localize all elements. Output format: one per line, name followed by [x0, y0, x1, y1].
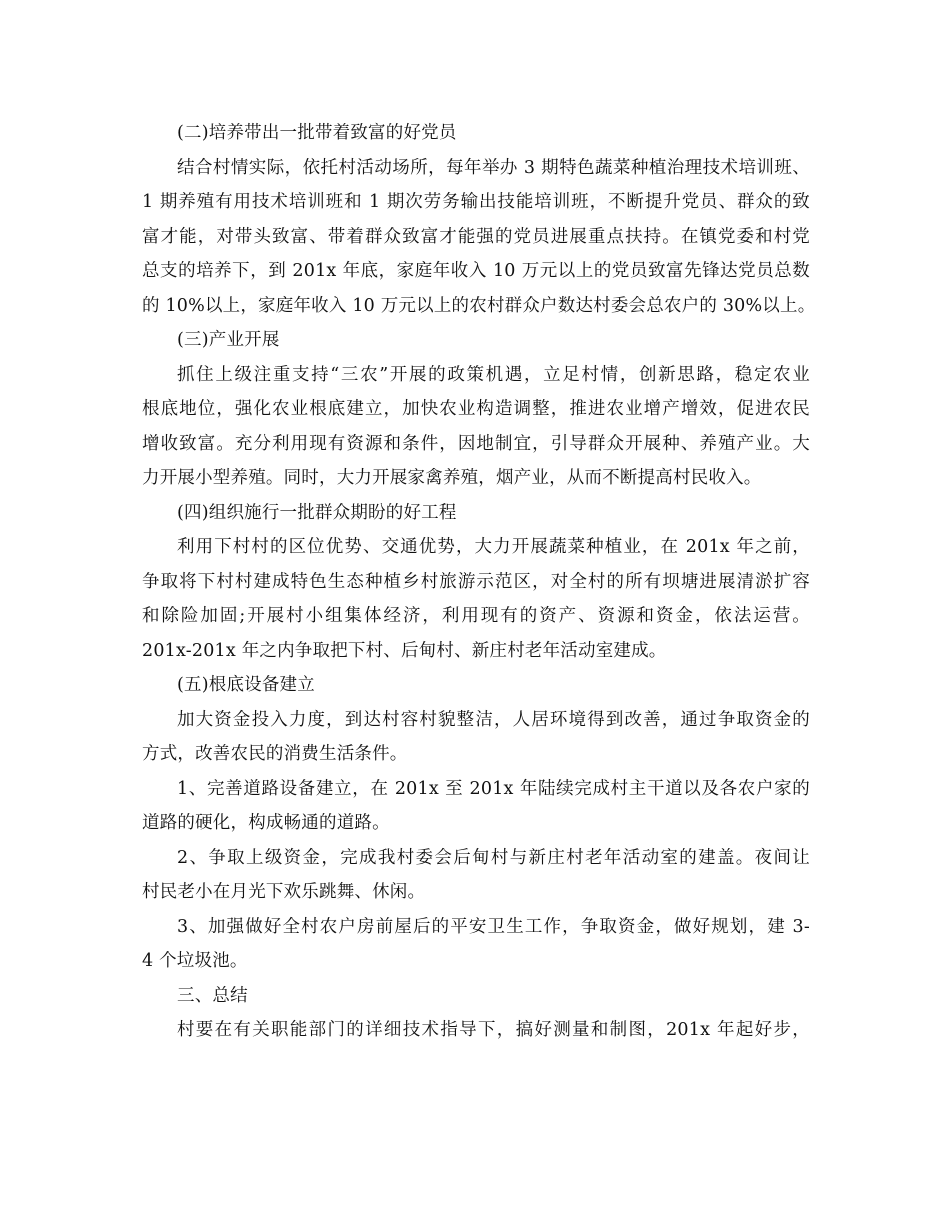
text-line: 和除险加固;开展村小组集体经济，利用现有的资产、资源和资金，依法运营。 — [142, 606, 810, 626]
text-line: 力开展小型养殖。同时，大力开展家禽养殖，烟产业，从而不断提高村民收入。 — [142, 468, 762, 488]
document-body — [142, 116, 816, 1048]
text-line: 1 期养殖有用技术培训班和 1 期次劳务输出技能培训班，不断提升党员、群众的致 — [142, 192, 810, 212]
text-line: (四)组织施行一批群众期盼的好工程 — [177, 502, 457, 523]
text-line: 村要在有关职能部门的详细技术指导下，搞好测量和制图，201x 年起好步， — [177, 1020, 810, 1040]
text-line: 争取将下村村建成特色生态种植乡村旅游示范区，对全村的所有坝塘进展清淤扩容 — [142, 571, 810, 592]
text-line: 1、完善道路设备建立，在 201x 至 201x 年陆续完成村主干道以及各农户家的 — [177, 778, 810, 799]
text-line: 道路的硬化，构成畅通的道路。 — [142, 813, 390, 833]
text-line: 三、总结 — [177, 985, 248, 1006]
text-line: (二)培养带出一批带着致富的好党员 — [177, 123, 457, 143]
text-line: 抓住上级注重支持“三农”开展的政策机遇，立足村情，创新思路，稳定农业 — [177, 364, 810, 385]
text-line: 加大资金投入力度，到达村容村貌整洁，人居环境得到改善，通过争取资金的 — [177, 709, 810, 730]
text-line: 3、加强做好全村农户房前屋后的平安卫生工作，争取资金，做好规划，建 3- — [177, 916, 810, 937]
text-line: 总支的培养下，到 201x 年底，家庭年收入 10 万元以上的党员致富先锋达党员总数 — [142, 261, 810, 281]
text-line: 根底地位，强化农业根底建立，加快农业构造调整，推进农业增产增效，促进农民 — [142, 399, 810, 419]
text-line: 4 个垃圾池。 — [142, 951, 248, 971]
text-line: 增收致富。充分利用现有资源和条件，因地制宜，引导群众开展种、养殖产业。大 — [142, 433, 810, 454]
text-line: 的 10%以上，家庭年收入 10 万元以上的农村群众户数达村委会总农户的 30%以上。 — [142, 295, 816, 316]
text-line: 结合村情实际，依托村活动场所，每年举办 3 期特色蔬菜种植治理技术培训班、 — [177, 157, 810, 178]
text-line: 方式，改善农民的消费生活条件。 — [142, 744, 408, 764]
text-line: (三)产业开展 — [177, 330, 280, 350]
text-line: (五)根底设备建立 — [177, 675, 315, 695]
text-line: 富才能，对带头致富、带着群众致富才能强的党员进展重点扶持。在镇党委和村党 — [142, 226, 810, 247]
text-line: 利用下村村的区位优势、交通优势，大力开展蔬菜种植业，在 201x 年之前， — [177, 537, 810, 557]
text-line: 201x-201x 年之内争取把下村、后甸村、新庄村老年活动室建成。 — [142, 640, 667, 661]
text-line: 2、争取上级资金，完成我村委会后甸村与新庄村老年活动室的建盖。夜间让 — [177, 847, 810, 868]
text-line: 村民老小在月光下欢乐跳舞、休闲。 — [142, 882, 426, 902]
